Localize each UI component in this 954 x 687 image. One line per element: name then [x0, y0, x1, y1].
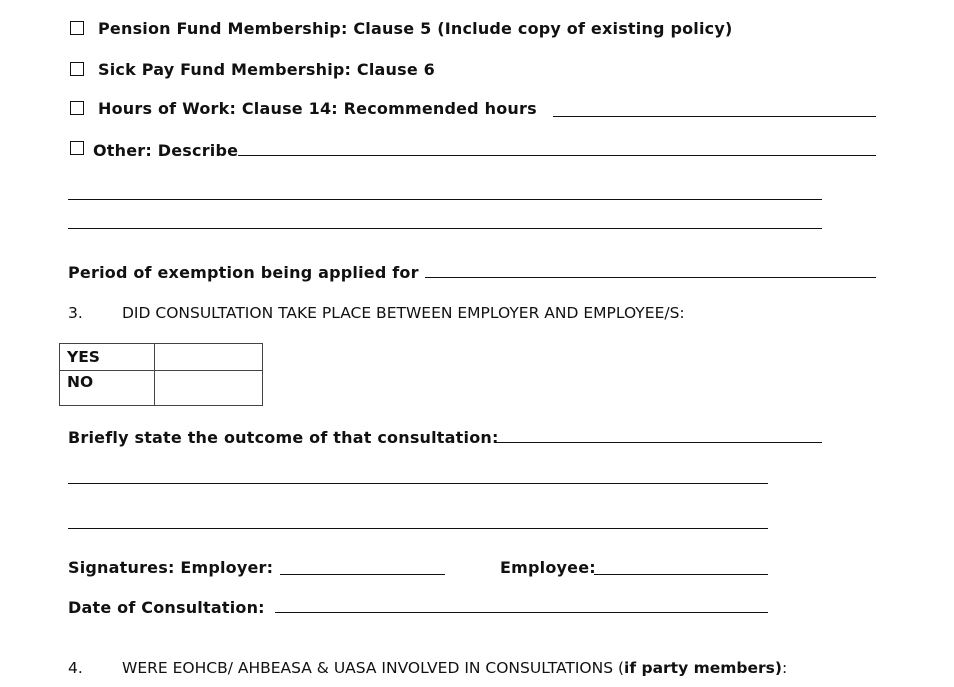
yes-label: YES	[60, 344, 155, 371]
section3-number: 3.	[68, 304, 83, 322]
outcome-line[interactable]	[496, 442, 822, 443]
outcome-line-2[interactable]	[68, 483, 768, 484]
no-cell[interactable]	[155, 371, 263, 406]
employee-signature-line[interactable]	[594, 574, 768, 575]
section4-number: 4.	[68, 659, 83, 677]
consultation-table	[59, 343, 263, 406]
employee-label: Employee:	[500, 558, 596, 577]
period-line[interactable]	[425, 277, 876, 278]
sick-pay-label: Sick Pay Fund Membership: Clause 6	[98, 60, 435, 79]
pension-checkbox[interactable]	[70, 21, 84, 35]
period-label: Period of exemption being applied for	[68, 263, 419, 282]
other-line-3[interactable]	[68, 228, 822, 229]
pension-label: Pension Fund Membership: Clause 5 (Include copy of existing policy)	[98, 19, 733, 38]
signatures-employer-label: Signatures: Employer:	[68, 558, 274, 577]
other-label: Other: Describe	[93, 141, 239, 160]
date-label: Date of Consultation:	[68, 598, 265, 617]
section3-heading: DID CONSULTATION TAKE PLACE BETWEEN EMPLOYER AND EMPLOYEE/S:	[122, 304, 685, 322]
section4-heading-bold: if party members)	[624, 659, 782, 677]
hours-line[interactable]	[553, 116, 876, 117]
date-line[interactable]	[275, 612, 768, 613]
hours-label: Hours of Work: Clause 14: Recommended hours	[98, 99, 537, 118]
yes-cell[interactable]	[155, 344, 263, 371]
employer-signature-line[interactable]	[280, 574, 445, 575]
outcome-label: Briefly state the outcome of that consultation:	[68, 428, 499, 447]
outcome-line-3[interactable]	[68, 528, 768, 529]
hours-checkbox[interactable]	[70, 101, 84, 115]
section4-heading-plain: WERE EOHCB/ AHBEASA & UASA INVOLVED IN CONSULTATIONS (	[122, 659, 625, 677]
other-checkbox[interactable]	[70, 141, 84, 155]
no-label: NO	[60, 371, 155, 406]
other-describe-line[interactable]	[238, 155, 876, 156]
other-line-2[interactable]	[68, 199, 822, 200]
section4-heading-end: :	[781, 659, 788, 677]
sick-pay-checkbox[interactable]	[70, 62, 84, 76]
section4-heading	[122, 659, 787, 677]
